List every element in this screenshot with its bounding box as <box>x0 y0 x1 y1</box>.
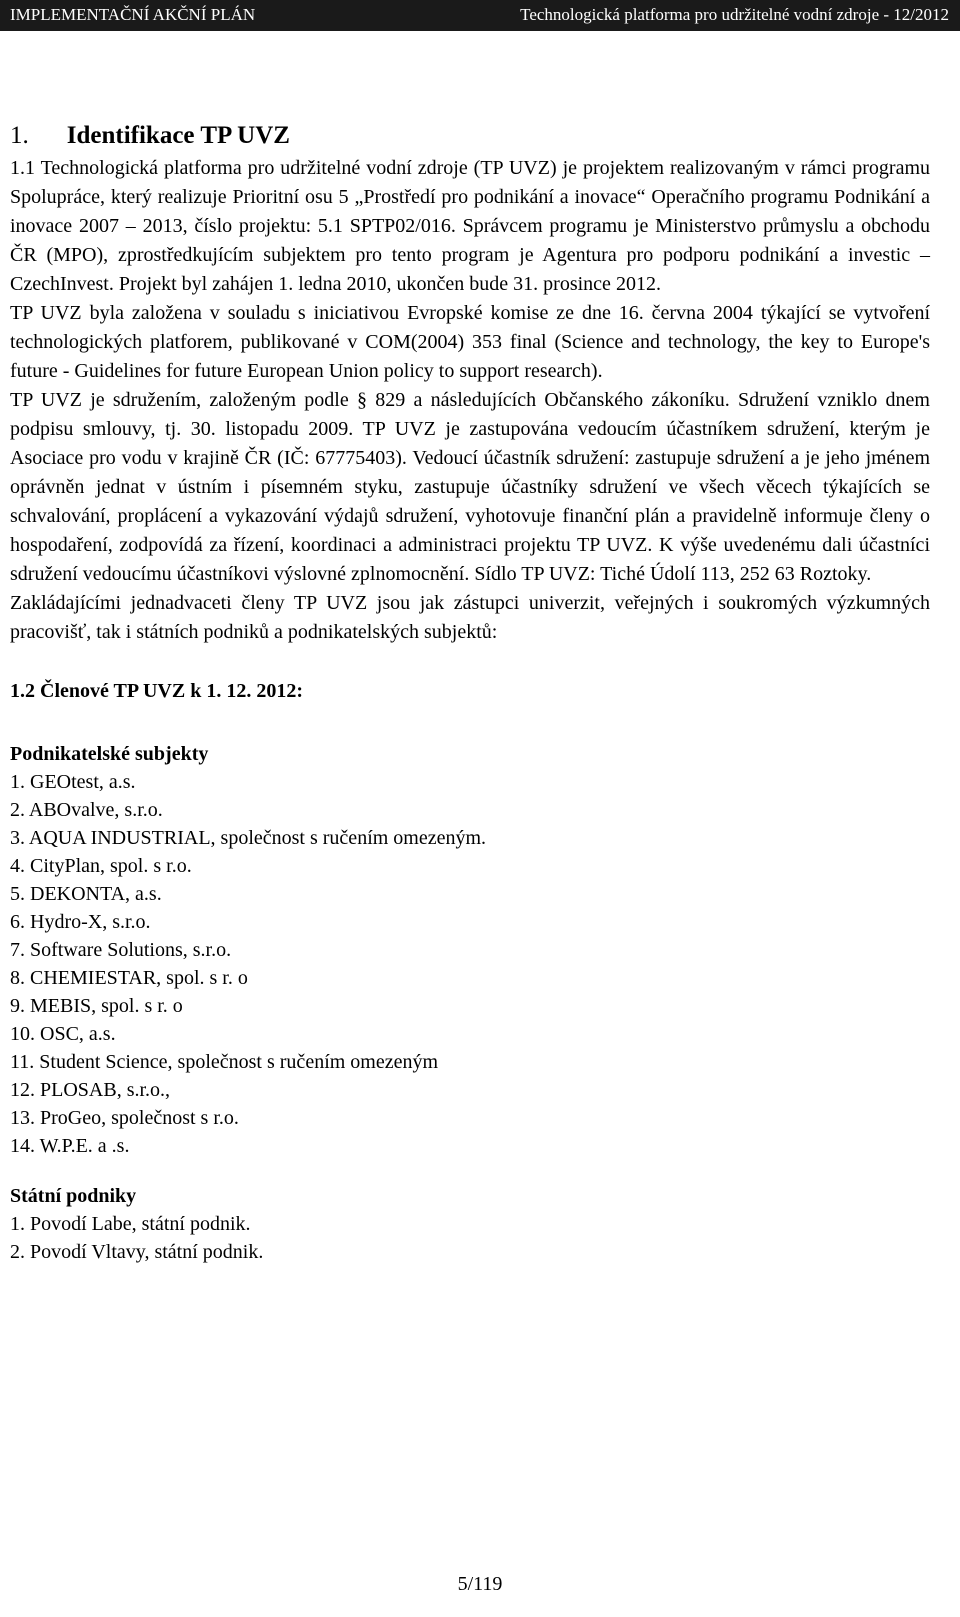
page-header <box>0 0 960 31</box>
main-content <box>10 118 930 1266</box>
header-right-title: Technologická platforma pro udržitelné vodní zdroje - 12/2012 <box>520 5 949 24</box>
list-item: 8. CHEMIESTAR, spol. s r. o <box>10 967 248 989</box>
paragraph-intro <box>10 154 930 299</box>
section-heading <box>10 118 930 154</box>
business-list <box>10 768 930 1160</box>
paragraph-association: TP UVZ je sdružením, založeným podle § 829 a následujících Občanského zákoníku. Sdružení vzniklo dnem podpisu smlouvy, tj. 30. listopadu 2009. TP UVZ je zastupována vedoucím účastníkem sdružení, kterým je Asociace pro vodu v krajině ČR (IČ: 67775403). Vedoucí účastník sdružení: zastupuje sdružení a je jeho jménem oprávněn jednat v ústním i písemném styku, zastupuje účastníky sdružení ve všech věcech týkajících se schvalování, proplácení a vykazování výdajů sdružení, vyhotovuje finanční plán a pravidelně informuje členy o hospodaření, zodpovídá za řízení, koordinaci a administraci projektu TP UVZ. K výše uvedenému dali účastníci sdružení vedoucímu účastníkovi výslovné zplnomocnění. Sídlo TP UVZ: Tiché Údolí 113, 252 63 Roztoky. <box>10 389 930 585</box>
business-heading: Podnikatelské subjekty <box>10 743 209 765</box>
page-number: 5/119 <box>457 1573 503 1595</box>
list-item: 1. GEOtest, a.s. <box>10 771 136 793</box>
list-item: 12. PLOSAB, s.r.o., <box>10 1079 171 1101</box>
list-item: 9. MEBIS, spol. s r. o <box>10 995 183 1017</box>
list-item: 13. ProGeo, společnost s r.o. <box>10 1107 239 1129</box>
list-item: 4. CityPlan, spol. s r.o. <box>10 855 192 877</box>
section-number: 1. <box>10 122 29 149</box>
list-item: 3. AQUA INDUSTRIAL, společnost s ručením omezeným. <box>10 827 487 849</box>
list-item: 2. Povodí Vltavy, státní podnik. <box>10 1241 264 1263</box>
list-item: 5. DEKONTA, a.s. <box>10 883 162 905</box>
members-heading: 1.2 Členové TP UVZ k 1. 12. 2012: <box>10 680 303 702</box>
paragraph-foundation: TP UVZ byla založena v souladu s iniciativou Evropské komise ze dne 16. června 2004 týkající se vytvoření technologických platforem, publikované v COM(2004) 353 final (Science and technology, the key to Europe's future - Guidelines for future European Union policy to support research). <box>10 302 930 382</box>
list-item: 7. Software Solutions, s.r.o. <box>10 939 232 961</box>
list-item: 2. ABOvalve, s.r.o. <box>10 799 163 821</box>
state-list <box>10 1210 930 1266</box>
list-item: 14. W.P.E. a .s. <box>10 1135 130 1157</box>
list-item: 1. Povodí Labe, státní podnik. <box>10 1213 251 1235</box>
paragraph-intro-lead: 1.1 Technologická platforma pro udržitelné vodní zdroje (TP UVZ) <box>10 157 557 179</box>
paragraph-intro-body: je projektem realizovaným v rámci programu Spolupráce, který realizuje Prioritní osu 5 „Prostředí pro podnikání a inovace“ Operačního programu Podnikání a inovace 2007 – 2013, číslo projektu: 5.1 SPTP02/016. Správcem programu je Ministerstvo průmyslu a obchodu ČR (MPO), zprostředkujícím subjektem pro tento program je Agentura pro podporu podnikání a investic – CzechInvest. Projekt byl zahájen 1. ledna 2010, ukončen bude 31. prosince 2012. <box>10 157 931 295</box>
list-item: 10. OSC, a.s. <box>10 1023 116 1045</box>
paragraph-founders: Zakládajícími jednadvaceti členy TP UVZ jsou jak zástupci univerzit, veřejných i soukromých výzkumných pracovišť, tak i státních podniků a podnikatelských subjektů: <box>10 592 930 643</box>
list-item: 6. Hydro-X, s.r.o. <box>10 911 151 933</box>
header-left-title: IMPLEMENTAČNÍ AKČNÍ PLÁN <box>10 5 256 24</box>
section-title: Identifikace TP UVZ <box>66 122 290 149</box>
list-item: 11. Student Science, společnost s ručením omezeným <box>10 1051 439 1073</box>
state-heading: Státní podniky <box>10 1185 137 1207</box>
